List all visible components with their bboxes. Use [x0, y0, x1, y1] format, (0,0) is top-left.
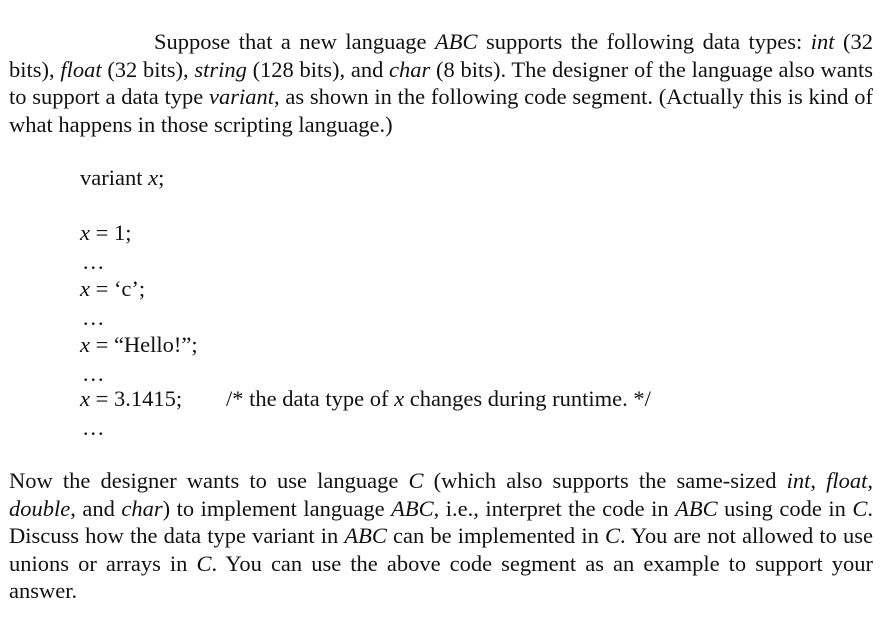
code-variable: x: [148, 165, 159, 190]
language-name-abc: ABC: [391, 495, 434, 521]
code-variable: x: [394, 386, 405, 411]
intro-text: (32 bits),: [101, 56, 195, 82]
intro-text: , as shown in the following code segment. (Actually this is kind of what happens in those scripting language.): [9, 84, 874, 137]
code-assign-char: x = ‘c’;: [80, 276, 146, 301]
code-variable: x: [80, 386, 90, 411]
code-ellipsis: …: [82, 305, 106, 330]
type-int: int: [810, 29, 835, 54]
code-declaration: variant x;: [80, 165, 165, 190]
type-string: string: [194, 56, 247, 82]
language-name-abc: ABC: [344, 523, 387, 548]
type-char: char: [389, 56, 431, 82]
type-float: float: [826, 468, 868, 493]
type-double: double: [9, 495, 71, 521]
question-paragraph: Now the designer wants to use language C (which also supports the same-sized int, float, double, and char) to implement language ABC, i.e., interpret the code in ABC using code in C. Discuss how the data type variant in ABC can be implemented in C. You are not allowed to use unions or arrays in C. You can use the above code segment as an example to support your answer.: [9, 468, 874, 603]
intro-text: supports the following data types:: [477, 29, 811, 54]
code-variable: x: [80, 276, 90, 301]
intro-text: (32 bits),: [9, 29, 873, 82]
type-char: char: [121, 495, 163, 521]
code-comment: /* the data type of x changes during runtime. */: [226, 386, 651, 411]
code-variable: x: [80, 332, 90, 357]
language-name-c: C: [604, 523, 620, 548]
language-name-c: C: [196, 550, 212, 576]
code-ellipsis: …: [82, 361, 106, 386]
code-assign-string: x = “Hello!”;: [80, 332, 198, 357]
type-int: int: [786, 468, 811, 493]
code-assign-int: x = 1;: [80, 220, 132, 245]
language-name-abc: ABC: [675, 495, 718, 521]
intro-text: (128 bits), and: [246, 56, 390, 82]
language-name-c: C: [408, 468, 424, 493]
intro-paragraph: [9, 28, 873, 138]
type-variant: variant: [209, 84, 274, 109]
type-float: float: [60, 56, 102, 82]
code-variable: x: [80, 220, 90, 245]
code-ellipsis: …: [82, 415, 106, 440]
code-ellipsis: …: [82, 249, 106, 274]
language-name-abc: ABC: [435, 29, 478, 54]
intro-text: Suppose that a new language: [154, 29, 436, 54]
code-assign-float: x = 3.1415;: [80, 386, 183, 411]
intro-text: (8 bits). The designer of the language also wants to support a data type: [9, 56, 873, 109]
language-name-c: C: [852, 495, 868, 521]
